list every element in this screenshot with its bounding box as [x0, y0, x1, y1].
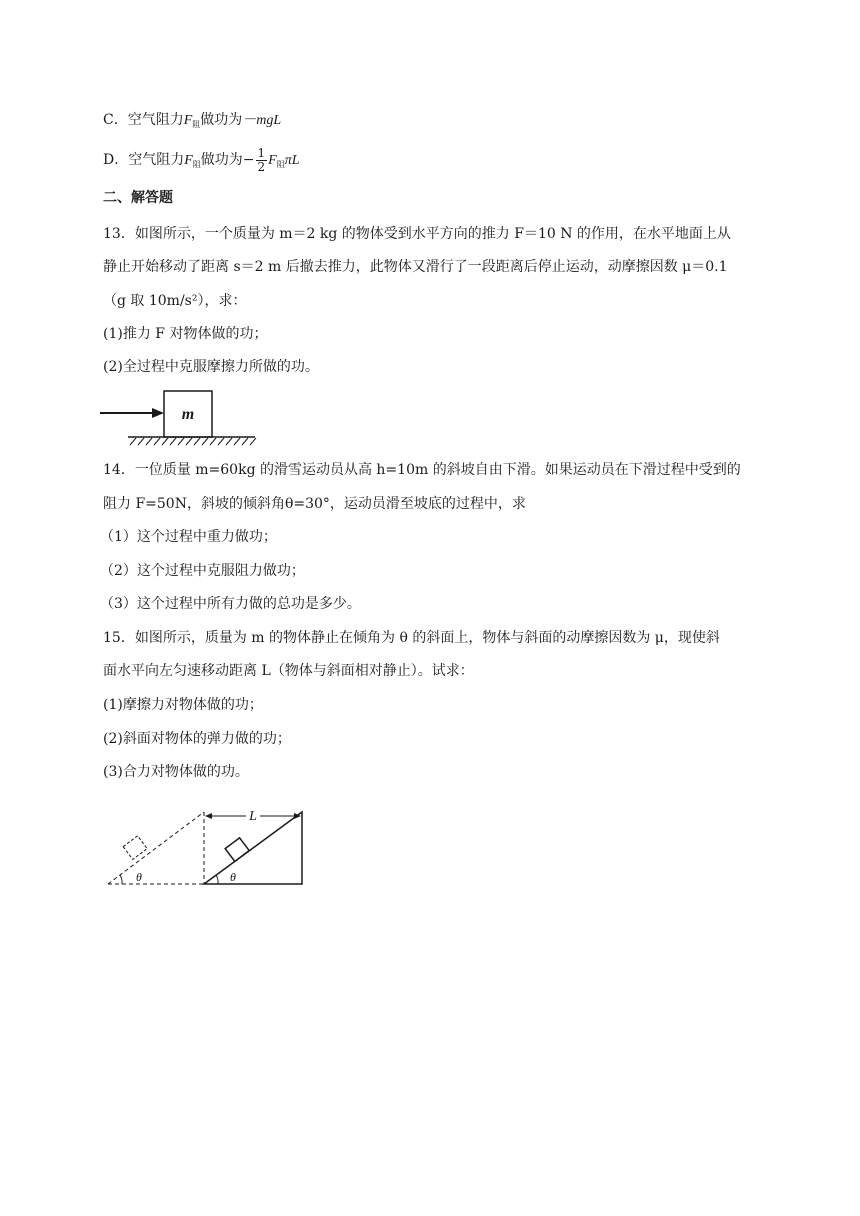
- q13-sub1: (1)推力 F 对物体做的功；: [103, 326, 268, 342]
- q15-sub3: (3)合力对物体做的功。: [103, 764, 249, 780]
- q14-sub1: （1）这个过程中重力做功；: [100, 529, 277, 545]
- option-d-prefix: D．空气阻力: [103, 152, 185, 168]
- option-d-force2: F: [268, 153, 277, 168]
- option-d-force-sub: 阻: [192, 160, 201, 169]
- block-label: m: [181, 406, 195, 423]
- final-angle-arc: [216, 875, 218, 884]
- q15-line1: 15．如图所示，质量为 m 的物体静止在倾角为 θ 的斜面上，物体与斜面的动摩擦因数为 μ，现使斜: [103, 630, 720, 646]
- q13-line3: （g 取 10m/s²），求：: [103, 293, 247, 309]
- ground-hatching: [130, 438, 256, 445]
- distance-l-label: L: [249, 809, 257, 824]
- option-c-force-sub: 阻: [192, 120, 201, 129]
- option-c-force: F: [183, 113, 193, 128]
- q13-block-figure: [100, 388, 260, 448]
- section-title: 二、解答题: [103, 190, 173, 206]
- initial-incline-dashed: [108, 812, 204, 884]
- q13-line2: 静止开始移动了距离 s＝2 m 后撤去推力，此物体又滑行了一段距离后停止运动，动摩擦因数 μ＝0.1: [103, 259, 728, 275]
- final-theta-label: θ: [230, 870, 236, 884]
- option-d-tail: πL: [284, 153, 300, 168]
- option-d-fraction: [256, 147, 268, 174]
- fraction-numerator: 1: [257, 145, 266, 160]
- q13-sub2: (2)全过程中克服摩擦力所做的功。: [103, 359, 319, 375]
- initial-block-dashed: [123, 836, 147, 860]
- option-c-value: －mgL: [242, 113, 282, 128]
- q15-incline-figure: [104, 804, 314, 890]
- q13-line1: 13．如图所示，一个质量为 m＝2 kg 的物体受到水平方向的推力 F＝10 N 的作用，在水平地面上从: [103, 226, 731, 242]
- option-c: [103, 110, 281, 135]
- q14-line2: 阻力 F=50N，斜坡的倾斜角θ=30°，运动员滑至坡底的过程中，求: [103, 496, 526, 512]
- arrow-left-icon: [205, 813, 212, 819]
- q14-sub3: （3）这个过程中所有力做的总功是多少。: [100, 596, 361, 612]
- initial-theta-label: θ: [136, 870, 142, 884]
- option-d-force: F: [184, 153, 193, 168]
- initial-angle-arc: [120, 875, 122, 884]
- option-c-mid: 做功为: [200, 112, 243, 128]
- final-block: [225, 838, 249, 862]
- option-d-mid: 做功为: [200, 152, 243, 168]
- arrow-head-icon: [152, 408, 164, 418]
- option-d: [103, 146, 300, 179]
- option-d-force2-sub: 阻: [276, 160, 285, 169]
- q15-line2: 面水平向左匀速移动距离 L（物体与斜面相对静止）。试求：: [103, 663, 474, 679]
- option-d-minus: −: [242, 152, 255, 168]
- option-c-prefix: C．空气阻力: [103, 112, 184, 128]
- q14-line1: 14．一位质量 m=60kg 的滑雪运动员从高 h=10m 的斜坡自由下滑。如果运动员在下滑过程中受到的: [103, 462, 741, 478]
- q15-sub1: (1)摩擦力对物体做的功；: [103, 697, 263, 713]
- fraction-denominator: 2: [257, 159, 266, 174]
- q15-sub2: (2)斜面对物体的弹力做的功；: [103, 731, 291, 747]
- q14-sub2: （2）这个过程中克服阻力做功；: [100, 563, 305, 579]
